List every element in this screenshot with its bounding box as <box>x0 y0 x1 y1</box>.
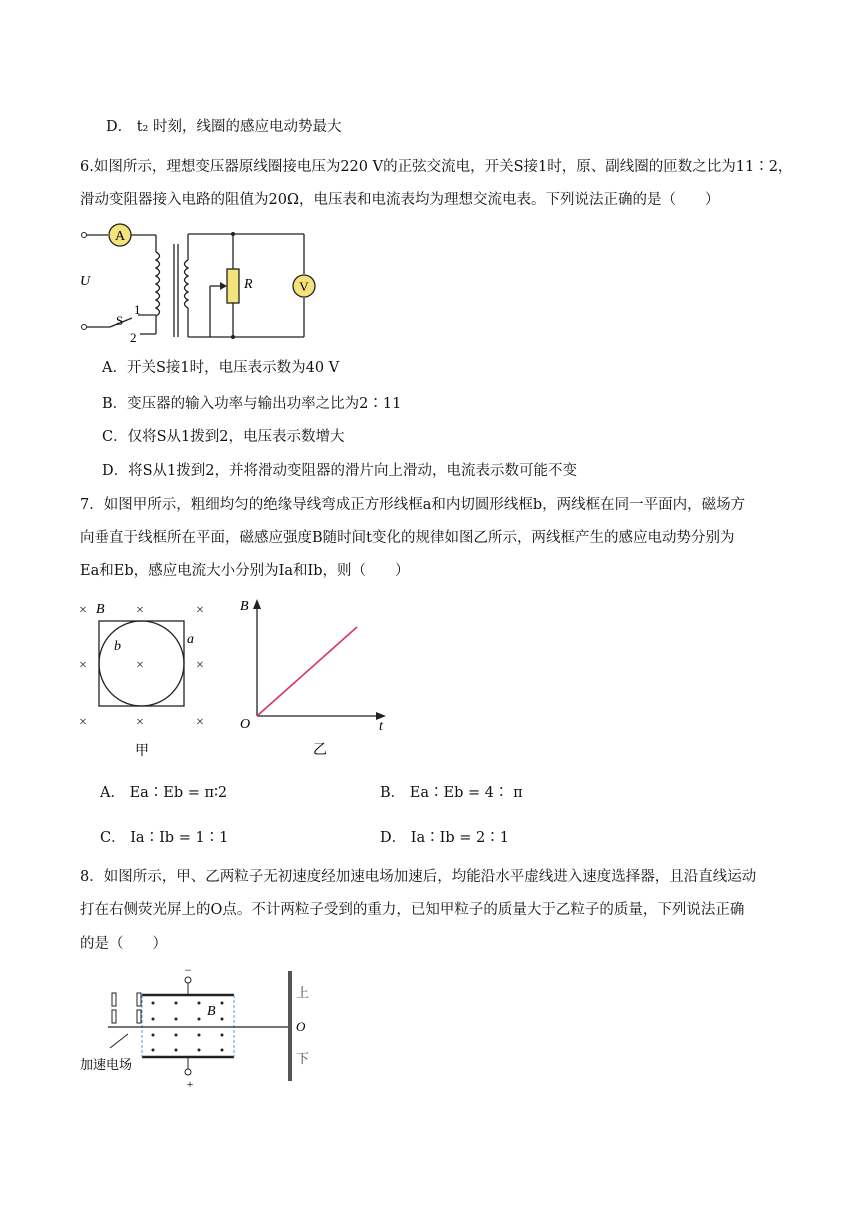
cross-mark: × <box>196 715 204 730</box>
q8-stem-line-1: 8．如图所示，甲、乙两粒子无初速度经加速电场加速后，均能沿水平虚线进入速度选择器，且沿直线运动 <box>80 869 757 885</box>
resistor-label: R <box>244 277 253 292</box>
q6-option-b: B．变压器的输入功率与输出功率之比为2∶11 <box>102 396 402 412</box>
down-label: 下 <box>296 1051 310 1066</box>
cross-mark: × <box>136 658 144 673</box>
frame-label-a: a <box>187 632 194 647</box>
q7-stem-line-2: 向垂直于线框所在平面，磁感应强度B随时间t变化的规律如图乙所示，两线框产生的感应电动势分别为 <box>80 530 735 546</box>
q8-velocity-selector-figure <box>78 963 338 1096</box>
plus-terminal-label: + <box>186 1077 194 1091</box>
field-label-b: B <box>96 602 105 617</box>
q7-option-c: C． Ia∶Ib = 1∶1 <box>100 830 229 846</box>
q6-option-d: D．将S从1拨到2，并将滑动变阻器的滑片向上滑动，电流表示数可能不变 <box>102 463 578 479</box>
q6-stem-line-1: 6.如图所示，理想变压器原线圈接电压为220 V的正弦交流电，开关S接1时，原、副线圈的匝数之比为11∶2， <box>80 159 793 175</box>
up-label: 上 <box>296 985 310 1000</box>
q7-option-b: B． Ea∶Eb = 4∶ π <box>380 785 523 801</box>
q7-stem-line-3: Ea和Eb，感应电流大小分别为Ia和Ib，则（ ） <box>80 563 410 579</box>
minus-terminal-label: − <box>184 963 192 977</box>
field-label: B <box>207 1004 216 1019</box>
q6-option-a: A．开关S接1时，电压表示数为40 V <box>102 360 340 376</box>
q6-option-c: C．仅将S从1拨到2，电压表示数增大 <box>102 429 345 445</box>
b-t-line <box>257 627 357 716</box>
cross-mark: × <box>79 715 87 730</box>
voltage-label: U <box>80 274 91 289</box>
ammeter-label: A <box>114 229 126 244</box>
cross-mark: × <box>196 603 204 618</box>
q7-figure-yi <box>236 596 396 756</box>
switch-label: S <box>116 313 124 328</box>
q7-option-a: A． Ea∶Eb = π∶2 <box>100 785 228 801</box>
y-axis-label: B <box>240 599 249 614</box>
q6-stem-line-2: 滑动变阻器接入电路的阻值为20Ω，电压表和电流表均为理想交流电表。下列说法正确的是（ ） <box>80 192 720 208</box>
cross-mark: × <box>196 658 204 673</box>
q7-stem-line-1: 7．如图甲所示，粗细均匀的绝缘导线弯成正方形线框a和内切圆形线框b，两线框在同一平面内，磁场方 <box>80 497 746 513</box>
cross-mark: × <box>136 715 144 730</box>
cross-mark: × <box>79 603 87 618</box>
caption-jia: 甲 <box>135 744 149 759</box>
tap-2-label: 2 <box>130 330 137 345</box>
origin-label: O <box>240 717 251 732</box>
origin-o-label: O <box>296 1019 306 1034</box>
voltmeter-label: V <box>299 279 309 294</box>
tap-1-label: 1 <box>134 302 141 317</box>
q6-transformer-figure <box>70 222 309 345</box>
q5-option-d: D． t₂ 时刻，线圈的感应电动势最大 <box>106 119 342 135</box>
caption-yi: 乙 <box>313 743 327 758</box>
frame-label-b: b <box>114 639 121 654</box>
cross-mark: × <box>136 603 144 618</box>
q8-stem-line-2: 打在右侧荧光屏上的O点。不计两粒子受到的重力，已知甲粒子的质量大于乙粒子的质量，下列说法正确 <box>80 902 745 918</box>
accel-field-label: 加速电场 <box>80 1057 133 1072</box>
x-axis-label: t <box>379 719 383 734</box>
cross-mark: × <box>79 658 87 673</box>
q7-option-d: D． Ia∶Ib = 2∶1 <box>380 830 509 846</box>
q8-stem-line-3: 的是（ ） <box>80 936 167 952</box>
q7-figure-jia <box>74 598 214 758</box>
